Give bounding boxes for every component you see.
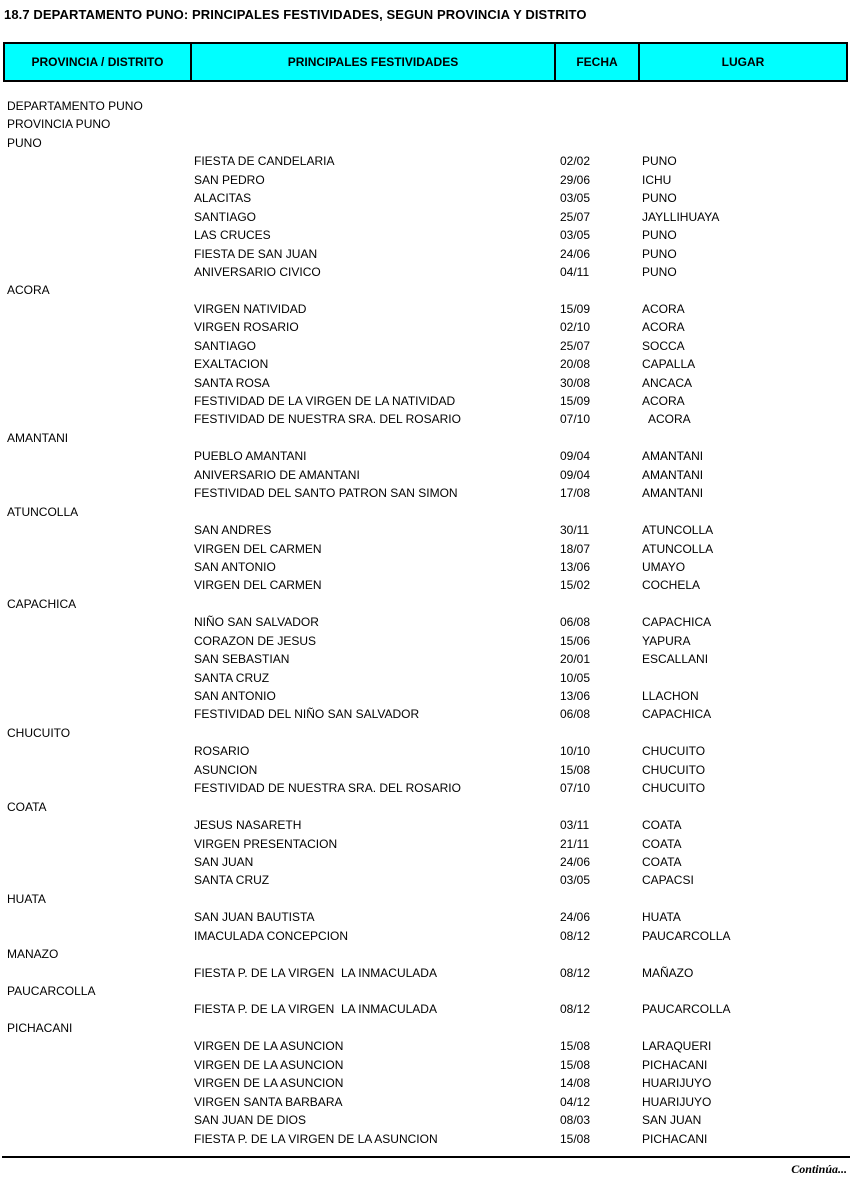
lugar-cell: UMAYO (642, 559, 686, 574)
lugar-cell: CHUCUITO (642, 781, 706, 796)
festival-row (3, 226, 848, 244)
lugar-cell: YAPURA (642, 633, 691, 648)
festival-row (3, 300, 848, 318)
festividad-cell: SAN ANTONIO (194, 559, 276, 574)
provincia-distrito-cell (3, 263, 192, 281)
festividad-cell: SANTIAGO (194, 338, 257, 353)
festival-row (3, 761, 848, 779)
lugar-cell: LARAQUERI (642, 1039, 712, 1054)
fecha-cell: 15/09 (560, 301, 591, 316)
festival-row (3, 171, 848, 189)
lugar-cell: MAÑAZO (642, 965, 694, 980)
provincia-distrito-cell (3, 871, 192, 889)
provincia-distrito-cell (3, 835, 192, 853)
fecha-cell: 20/08 (560, 357, 591, 372)
lugar-cell (640, 595, 848, 613)
festividad-cell: VIRGEN PRESENTACION (194, 836, 338, 851)
fecha-cell: 15/08 (560, 1039, 591, 1054)
festividad-cell (192, 982, 556, 1000)
lugar-cell: COCHELA (642, 578, 701, 593)
fecha-cell: 15/08 (560, 1131, 591, 1146)
fecha-cell: 04/11 (560, 264, 590, 279)
lugar-cell: AMANTANI (642, 467, 704, 482)
provincia-distrito-cell (3, 964, 192, 982)
provincia-distrito-cell (3, 705, 192, 723)
provincia-distrito-cell (3, 687, 192, 705)
festividad-cell: FIESTA DE CANDELARIA (194, 154, 335, 169)
festival-row (3, 816, 848, 834)
lugar-cell: ACORA (642, 412, 691, 427)
festival-row (3, 484, 848, 502)
lugar-cell (640, 890, 848, 908)
festival-row (3, 1111, 848, 1129)
provincia-distrito-cell (3, 742, 192, 760)
fecha-cell: 03/05 (560, 191, 591, 206)
fecha-cell: 24/06 (560, 854, 591, 869)
lugar-cell (640, 724, 848, 742)
festival-row (3, 853, 848, 871)
festividad-cell: CORAZON DE JESUS (194, 633, 317, 648)
provincia-distrito-cell (3, 1037, 192, 1055)
festividad-cell: SANTA CRUZ (194, 670, 270, 685)
provincia-distrito-cell (3, 521, 192, 539)
group-row (3, 890, 848, 908)
provincia-distrito-cell (3, 927, 192, 945)
provincia-distrito-cell: PROVINCIA PUNO (7, 117, 111, 132)
lugar-cell: PUNO (642, 246, 677, 261)
provincia-distrito-cell (3, 410, 192, 428)
provincia-distrito-cell (3, 1074, 192, 1092)
group-row (3, 595, 848, 613)
festival-row (3, 374, 848, 392)
provincia-distrito-cell (3, 1056, 192, 1074)
fecha-cell (556, 429, 640, 447)
festival-row (3, 835, 848, 853)
provincia-distrito-cell: COATA (7, 799, 47, 814)
continuation-note: Continúa... (791, 1162, 847, 1176)
festival-row (3, 540, 848, 558)
lugar-cell: AMANTANI (642, 486, 704, 501)
provincia-distrito-cell (3, 189, 192, 207)
festividad-cell: FIESTA P. DE LA VIRGEN DE LA ASUNCION (194, 1131, 438, 1146)
festival-row (3, 208, 848, 226)
festividad-cell (192, 1019, 556, 1037)
provincia-distrito-cell (3, 152, 192, 170)
festividad-cell: PUEBLO AMANTANI (194, 449, 307, 464)
provincia-distrito-cell: CHUCUITO (7, 725, 71, 740)
fecha-cell: 13/06 (560, 559, 591, 574)
fecha-cell: 24/06 (560, 910, 591, 925)
lugar-cell: CHUCUITO (642, 744, 706, 759)
lugar-cell (640, 134, 848, 152)
festival-row (3, 779, 848, 797)
festival-row (3, 632, 848, 650)
group-row (3, 1019, 848, 1037)
group-row (3, 115, 848, 133)
lugar-cell: PICHACANI (642, 1057, 708, 1072)
festividad-cell: FESTIVIDAD DE LA VIRGEN DE LA NATIVIDAD (194, 394, 456, 408)
lugar-cell: PUNO (642, 191, 677, 206)
fecha-cell: 15/09 (560, 394, 591, 408)
festividad-cell: FIESTA P. DE LA VIRGEN LA INMACULADA (194, 1002, 437, 1017)
festival-row (3, 521, 848, 539)
festividad-cell: SANTIAGO (194, 209, 257, 224)
festividad-cell (192, 798, 556, 816)
festival-row (3, 558, 848, 576)
festival-row (3, 613, 848, 631)
festividad-cell: SANTA ROSA (194, 375, 270, 390)
fecha-cell (556, 945, 640, 963)
festividad-cell: SAN ANDRES (194, 523, 272, 538)
lugar-cell: ATUNCOLLA (642, 541, 714, 556)
festividad-cell: JESUS NASARETH (194, 818, 302, 833)
fecha-cell: 08/12 (560, 928, 591, 943)
festival-row (3, 1074, 848, 1092)
festividad-cell: ANIVERSARIO DE AMANTANI (194, 467, 360, 482)
lugar-cell (640, 503, 848, 521)
lugar-cell: COATA (642, 818, 682, 833)
festival-row (3, 1056, 848, 1074)
table-header-row (3, 42, 848, 82)
festividad-cell (192, 945, 556, 963)
festividad-cell: FESTIVIDAD DEL NIÑO SAN SALVADOR (194, 707, 420, 722)
festividad-cell (192, 724, 556, 742)
festividad-cell: FESTIVIDAD DE NUESTRA SRA. DEL ROSARIO (194, 781, 461, 796)
festividad-cell: FESTIVIDAD DEL SANTO PATRON SAN SIMON (194, 486, 458, 501)
provincia-distrito-cell (3, 613, 192, 631)
festival-row (3, 337, 848, 355)
fecha-cell: 15/06 (560, 633, 591, 648)
provincia-distrito-cell: AMANTANI (7, 430, 69, 445)
festividad-cell: VIRGEN DEL CARMEN (194, 541, 322, 556)
provincia-distrito-cell: MANAZO (7, 947, 59, 962)
festividad-cell: ALACITAS (194, 191, 252, 206)
lugar-cell: SAN JUAN (642, 1113, 702, 1128)
fecha-cell: 06/08 (560, 615, 591, 630)
group-row (3, 281, 848, 299)
column-header-provincia-distrito: PROVINCIA / DISTRITO (5, 44, 192, 80)
festividad-cell (192, 134, 556, 152)
festival-row (3, 576, 848, 594)
festividad-cell: SAN JUAN BAUTISTA (194, 910, 315, 925)
festividad-cell: VIRGEN NATIVIDAD (194, 301, 307, 316)
festividad-cell (192, 97, 556, 115)
fecha-cell: 02/10 (560, 320, 591, 335)
fecha-cell: 18/07 (560, 541, 591, 556)
provincia-distrito-cell (3, 300, 192, 318)
lugar-cell: CAPALLA (642, 357, 696, 372)
festividad-cell: SAN ANTONIO (194, 689, 276, 703)
festividad-cell: IMACULADA CONCEPCION (194, 928, 349, 943)
fecha-cell: 08/12 (560, 965, 591, 980)
fecha-cell (556, 281, 640, 299)
festividad-cell (192, 281, 556, 299)
lugar-cell (640, 97, 848, 115)
provincia-distrito-cell (3, 318, 192, 336)
lugar-cell: LLACHON (642, 689, 699, 703)
fecha-cell (556, 1019, 640, 1037)
lugar-cell: CAPACHICA (642, 707, 712, 722)
column-header-principales-festividades: PRINCIPALES FESTIVIDADES (192, 44, 556, 80)
provincia-distrito-cell (3, 392, 192, 410)
provincia-distrito-cell: PAUCARCOLLA (7, 984, 96, 998)
lugar-cell: ANCACA (642, 375, 693, 390)
lugar-cell: COATA (642, 854, 682, 869)
group-row (3, 724, 848, 742)
festival-row (3, 355, 848, 373)
lugar-cell (640, 115, 848, 133)
festival-row (3, 908, 848, 926)
fecha-cell: 30/11 (560, 523, 590, 538)
provincia-distrito-cell (3, 466, 192, 484)
column-header-lugar: LUGAR (721, 55, 765, 69)
group-row (3, 429, 848, 447)
festividad-cell: LAS CRUCES (194, 228, 271, 243)
festividad-cell: FIESTA DE SAN JUAN (194, 246, 318, 261)
fecha-cell: 03/05 (560, 228, 591, 243)
festival-row (3, 669, 848, 687)
festival-row (3, 650, 848, 668)
festividad-cell: VIRGEN DE LA ASUNCION (194, 1057, 344, 1072)
group-row (3, 798, 848, 816)
lugar-cell: ACORA (642, 320, 685, 335)
table-body (3, 97, 848, 1148)
fecha-cell (556, 97, 640, 115)
lugar-cell: ICHU (642, 172, 672, 187)
festival-row (3, 392, 848, 410)
festividad-cell: NIÑO SAN SALVADOR (194, 615, 319, 630)
group-row (3, 134, 848, 152)
lugar-cell: JAYLLIHUAYA (642, 209, 720, 224)
lugar-cell: AMANTANI (642, 449, 704, 464)
fecha-cell: 30/08 (560, 375, 591, 390)
provincia-distrito-cell: CAPACHICA (7, 596, 77, 611)
festividad-cell: ASUNCION (194, 762, 258, 777)
fecha-cell (556, 134, 640, 152)
lugar-cell: PICHACANI (642, 1131, 708, 1146)
fecha-cell (556, 115, 640, 133)
provincia-distrito-cell (3, 447, 192, 465)
festival-row (3, 245, 848, 263)
fecha-cell: 15/02 (560, 578, 591, 593)
fecha-cell: 10/10 (560, 744, 591, 759)
festival-row (3, 927, 848, 945)
fecha-cell: 15/08 (560, 762, 591, 777)
provincia-distrito-cell (3, 1000, 192, 1018)
provincia-distrito-cell: ATUNCOLLA (7, 504, 79, 519)
festividad-cell: SANTA CRUZ (194, 873, 270, 888)
lugar-cell (640, 1019, 848, 1037)
festividad-cell: FIESTA P. DE LA VIRGEN LA INMACULADA (194, 965, 437, 980)
provincia-distrito-cell: HUATA (7, 891, 46, 906)
column-header-fecha: FECHA (556, 44, 640, 80)
festival-row (3, 410, 848, 428)
group-row (3, 945, 848, 963)
fecha-cell (556, 503, 640, 521)
provincia-distrito-cell (3, 171, 192, 189)
provincia-distrito-cell: DEPARTAMENTO PUNO (7, 99, 143, 113)
lugar-cell (640, 945, 848, 963)
provincia-distrito-cell (3, 816, 192, 834)
festividad-cell: SAN JUAN (194, 854, 254, 869)
lugar-cell: HUARIJUYO (642, 1076, 712, 1091)
lugar-cell: HUATA (642, 910, 681, 925)
provincia-distrito-cell (3, 576, 192, 594)
festival-row (3, 318, 848, 336)
lugar-cell: ACORA (642, 394, 685, 408)
festividad-cell: VIRGEN SANTA BARBARA (194, 1094, 343, 1109)
lugar-cell: ACORA (642, 301, 685, 316)
lugar-cell: PUNO (642, 264, 677, 279)
festividad-cell: ANIVERSARIO CIVICO (194, 264, 321, 279)
provincia-distrito-cell (3, 208, 192, 226)
fecha-cell: 08/12 (560, 1002, 591, 1017)
fecha-cell: 07/10 (560, 781, 591, 796)
lugar-cell (640, 982, 848, 1000)
lugar-cell: SOCCA (642, 338, 685, 353)
fecha-cell: 21/11 (560, 836, 590, 851)
provincia-distrito-cell (3, 761, 192, 779)
fecha-cell: 09/04 (560, 449, 591, 464)
provincia-distrito-cell (3, 908, 192, 926)
fecha-cell: 03/05 (560, 873, 591, 888)
festividad-cell: VIRGEN DE LA ASUNCION (194, 1076, 344, 1091)
provincia-distrito-cell (3, 1130, 192, 1148)
festival-row (3, 871, 848, 889)
lugar-cell: PUNO (642, 154, 677, 169)
provincia-distrito-cell (3, 374, 192, 392)
festividad-cell: VIRGEN DE LA ASUNCION (194, 1039, 344, 1054)
fecha-cell: 09/04 (560, 467, 591, 482)
festividad-cell (192, 503, 556, 521)
festividad-cell: SAN PEDRO (194, 172, 265, 187)
lugar-cell: CAPACSI (642, 873, 694, 888)
festival-row (3, 466, 848, 484)
festividad-cell (192, 890, 556, 908)
festividad-cell: VIRGEN ROSARIO (194, 320, 299, 335)
lugar-cell: CHUCUITO (642, 762, 706, 777)
festividad-cell: FESTIVIDAD DE NUESTRA SRA. DEL ROSARIO (194, 412, 461, 427)
fecha-cell: 02/02 (560, 154, 591, 169)
provincia-distrito-cell (3, 355, 192, 373)
festividad-cell (192, 595, 556, 613)
group-row (3, 503, 848, 521)
festival-row (3, 964, 848, 982)
lugar-cell: PAUCARCOLLA (642, 928, 731, 943)
provincia-distrito-cell (3, 1111, 192, 1129)
fecha-cell: 07/10 (560, 412, 591, 427)
fecha-cell (556, 798, 640, 816)
fecha-cell (556, 890, 640, 908)
lugar-cell: ESCALLANI (642, 652, 709, 667)
festival-row (3, 152, 848, 170)
provincia-distrito-cell (3, 484, 192, 502)
provincia-distrito-cell (3, 245, 192, 263)
fecha-cell: 17/08 (560, 486, 591, 501)
group-row (3, 97, 848, 115)
fecha-cell: 06/08 (560, 707, 591, 722)
fecha-cell (556, 595, 640, 613)
fecha-cell: 25/07 (560, 338, 591, 353)
fecha-cell: 14/08 (560, 1076, 591, 1091)
lugar-cell: HUARIJUYO (642, 1094, 712, 1109)
festividad-cell: SAN SEBASTIAN (194, 652, 290, 667)
provincia-distrito-cell (3, 226, 192, 244)
provincia-distrito-cell (3, 1093, 192, 1111)
festival-row (3, 742, 848, 760)
lugar-cell: PUNO (642, 228, 677, 243)
provincia-distrito-cell (3, 669, 192, 687)
fecha-cell: 15/08 (560, 1057, 591, 1072)
fecha-cell: 03/11 (560, 818, 590, 833)
festival-row (3, 705, 848, 723)
provincia-distrito-cell (3, 558, 192, 576)
lugar-cell (640, 669, 848, 687)
provincia-distrito-cell (3, 650, 192, 668)
fecha-cell (556, 724, 640, 742)
bottom-rule (2, 1156, 850, 1158)
fecha-cell: 13/06 (560, 689, 591, 703)
festival-row (3, 1037, 848, 1055)
fecha-cell: 08/03 (560, 1113, 591, 1128)
provincia-distrito-cell (3, 540, 192, 558)
festival-row (3, 1000, 848, 1018)
provincia-distrito-cell (3, 337, 192, 355)
fecha-cell: 24/06 (560, 246, 591, 261)
festividad-cell: ROSARIO (194, 744, 250, 759)
festival-row (3, 1130, 848, 1148)
festival-row (3, 687, 848, 705)
lugar-cell (640, 798, 848, 816)
festividad-cell: SAN JUAN DE DIOS (194, 1113, 307, 1128)
provincia-distrito-cell (3, 632, 192, 650)
festividad-cell: EXALTACION (194, 357, 269, 372)
festival-row (3, 263, 848, 281)
lugar-cell: PAUCARCOLLA (642, 1002, 731, 1017)
festival-row (3, 189, 848, 207)
provincia-distrito-cell: PICHACANI (7, 1020, 73, 1035)
festividad-cell (192, 429, 556, 447)
fecha-cell: 25/07 (560, 209, 591, 224)
festival-row (3, 1093, 848, 1111)
provincia-distrito-cell: ACORA (7, 283, 50, 298)
fecha-cell (556, 982, 640, 1000)
lugar-cell: ATUNCOLLA (642, 523, 714, 538)
fecha-cell: 29/06 (560, 172, 591, 187)
group-row (3, 982, 848, 1000)
provincia-distrito-cell (3, 853, 192, 871)
fecha-cell: 20/01 (560, 652, 591, 667)
lugar-cell (640, 281, 848, 299)
fecha-cell: 04/12 (560, 1094, 591, 1109)
provincia-distrito-cell (3, 779, 192, 797)
lugar-cell: COATA (642, 836, 682, 851)
provincia-distrito-cell: PUNO (7, 135, 42, 150)
festividad-cell (192, 115, 556, 133)
fecha-cell: 10/05 (560, 670, 591, 685)
lugar-cell (640, 429, 848, 447)
festival-row (3, 447, 848, 465)
page-title: 18.7 DEPARTAMENTO PUNO: PRINCIPALES FESTIVIDADES, SEGUN PROVINCIA Y DISTRITO (4, 7, 587, 22)
festividad-cell: VIRGEN DEL CARMEN (194, 578, 322, 593)
lugar-cell: CAPACHICA (642, 615, 712, 630)
